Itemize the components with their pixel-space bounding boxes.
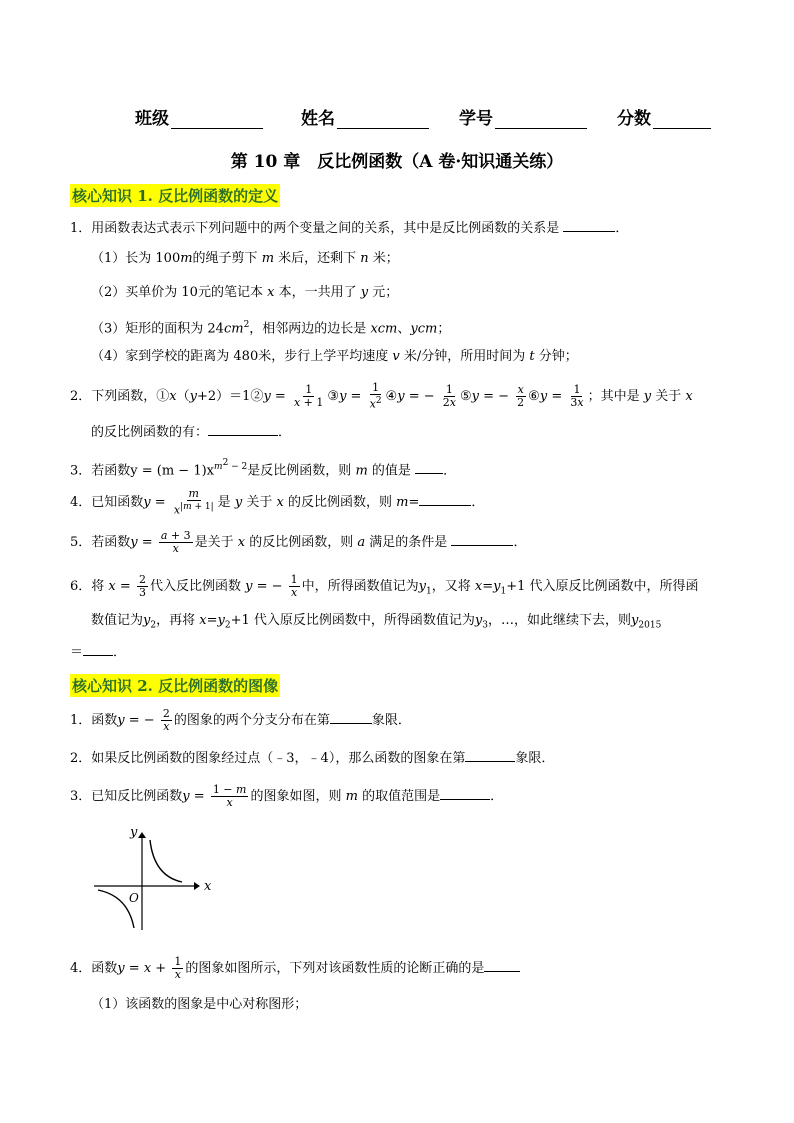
x-axis-label: x [204, 879, 212, 894]
score-field[interactable]: 分数 [617, 104, 711, 129]
s2-question-1: 1．函数y = − $\frac{2}{x}$ 的图象的两个分支分布在第 象限． [70, 707, 411, 733]
s2-question-3: 3．已知反比例函数y = $\frac{1 - m}{x}$ 的图象如图，则 m 的取值范围是 ． [70, 783, 504, 809]
s2-question-2: 2．如果反比例函数的图象经过点（﹣3，﹣4），那么函数的图象在第 象限． [70, 748, 554, 768]
x-axis-arrow [194, 882, 200, 890]
class-field[interactable]: 班级 [135, 104, 263, 129]
page-title: 第 10 章 反比例函数（A 卷·知识通关练） [230, 152, 564, 172]
s1-q6-line3: ＝ ． [70, 642, 126, 662]
hyperbola-branch-q1 [150, 840, 182, 882]
s1-q1-sub4: （4）家到学校的距离为 480米，步行上学平均速度 v 米/分钟，所用时间为 t 分钟； [91, 349, 578, 364]
s2-q4-sub1: （1）该函数的图象是中心对称图形； [91, 997, 308, 1012]
s2-question-4: 4．函数y = x + $\frac{1}{x}$ 的图象如图所示，下列对该函数性质的论断正确的是 [70, 956, 520, 981]
s1-question-5: 5．若函数y = $\frac{a + 3}{x}$ 是关于 x 的反比例函数，则 a 满足的条件是 ． [70, 529, 527, 555]
section2-heading: 核心知识 2. 反比例函数的图像 [70, 674, 280, 697]
s1-q1-sub1: （1）长为 100m的绳子剪下 m 米后，还剩下 n 米； [91, 251, 399, 266]
s1-q1-sub3: （3）矩形的面积为 $24cm^2$，相邻两边的边长是 xcm、ycm； [91, 320, 451, 337]
name-field[interactable]: 姓名 [301, 104, 429, 129]
s1-question-4: 4．已知函数y = $\frac{m}{x^{|m + 1|}}$ 是 y 关于 x 的反比例函数，则 m= ． [70, 487, 485, 517]
s1-q2-line2: 的反比例函数的有： ． [91, 422, 291, 442]
section1-heading: 核心知识 1. 反比例函数的定义 [70, 184, 280, 207]
student-info-header [135, 104, 711, 129]
student-id-field[interactable]: 学号 [459, 104, 587, 129]
origin-label: O [129, 891, 139, 905]
s1-q1-sub2: （2）买单价为 10元的笔记本 x 本，一共用了 y 元； [91, 285, 399, 300]
s1-question-1: 1．用函数表达式表示下列问题中的两个变量之间的关系，其中是反比例函数的关系是 ． [70, 218, 628, 238]
hyperbola-graph [88, 820, 218, 932]
s1-q6-line2: 数值记为$y_2$，再将 $x=y_2+1$ 代入原反比例函数中，所得函数值记为$y_3$，…，如此继续下去，则$y_{2015}$ [91, 613, 662, 631]
s1-question-2: 2．下列函数，①x（y+2）＝1②y = $\frac{1}{x + 1}$ ③y = $\frac{1}{x^2}$ ④y = − $\frac{1}{2x}$ ⑤y = − $\frac{x}{2}$ ⑥y = $\frac{1}{3x}$ ；其中是 y 关于 x [70, 381, 693, 411]
y-axis-label: y [130, 825, 138, 840]
s1-question-6: 6．将 x = $\frac{2}{3}$ 代入反比例函数 y = − $\frac{1}{x}$ 中，所得函数值记为$y_1$，又将 $x=y_1+1$ 代入原反比例函数中，所得函 [70, 573, 699, 599]
s1-question-3: 3．若函数$y = (m - 1)x^{m^2 - 2}$是反比例函数，则 m 的值是 ． [70, 458, 457, 479]
y-axis-arrow [138, 832, 146, 838]
